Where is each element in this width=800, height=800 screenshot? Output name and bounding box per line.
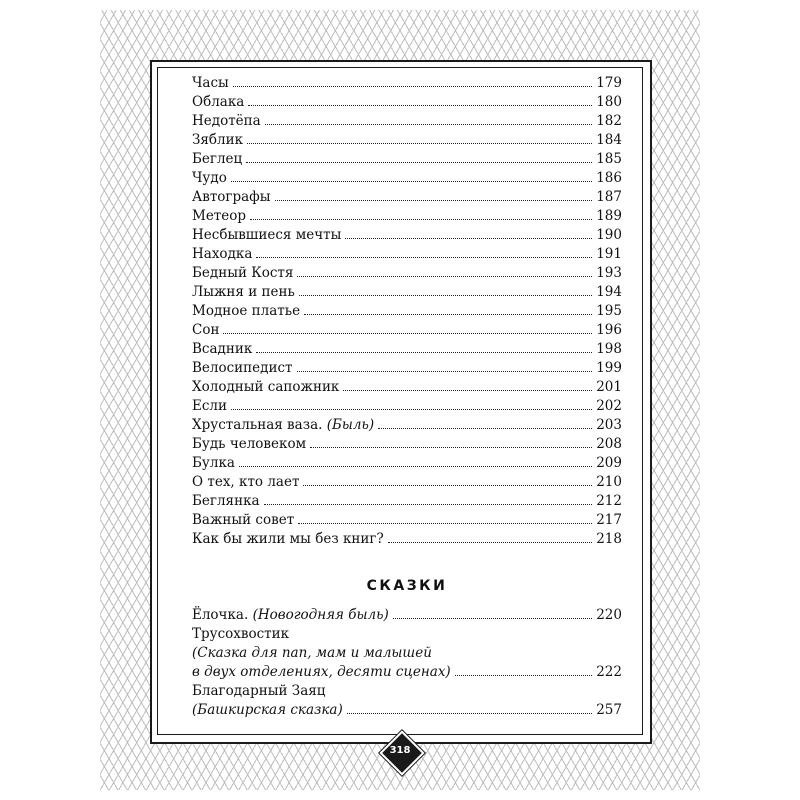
entry-page: 194 bbox=[596, 284, 622, 300]
toc-entry[interactable] bbox=[192, 188, 622, 207]
toc-entry[interactable] bbox=[192, 169, 622, 188]
toc-entry[interactable] bbox=[192, 435, 622, 454]
entry-title: Часы bbox=[192, 75, 229, 91]
entry-title: Беглец bbox=[192, 151, 243, 167]
dot-leader bbox=[310, 446, 592, 448]
entry-page: 198 bbox=[596, 341, 622, 357]
toc-entry[interactable] bbox=[192, 93, 622, 112]
dot-leader bbox=[297, 370, 593, 372]
entry-title: Облака bbox=[192, 94, 245, 110]
entry-page: 193 bbox=[596, 265, 622, 281]
entry-page: 257 bbox=[596, 702, 622, 718]
toc-entry[interactable] bbox=[192, 492, 622, 511]
dot-leader bbox=[393, 617, 592, 619]
entry-page: 203 bbox=[596, 417, 622, 433]
entry-title: Лыжня и пень bbox=[192, 284, 295, 300]
page-number: 318 bbox=[389, 745, 411, 756]
toc-entry[interactable] bbox=[192, 74, 622, 93]
entry-note: (Быль) bbox=[326, 417, 375, 433]
entry-page: 218 bbox=[596, 531, 622, 547]
toc-entry[interactable] bbox=[192, 473, 622, 492]
entry-title: Хрустальная ваза. bbox=[192, 417, 323, 433]
toc-entry[interactable] bbox=[192, 302, 622, 321]
entry-title-zayats[interactable]: Благодарный Заяц bbox=[192, 683, 326, 699]
dot-leader bbox=[231, 408, 592, 410]
toc-entry[interactable] bbox=[192, 283, 622, 302]
entry-note-line-2: в двух отделениях, десяти сценах) bbox=[192, 664, 451, 680]
dot-leader bbox=[347, 712, 592, 714]
dot-leader bbox=[299, 294, 592, 296]
toc-entry-zayats[interactable] bbox=[192, 701, 622, 720]
entry-page: 185 bbox=[596, 151, 622, 167]
dot-leader bbox=[265, 123, 593, 125]
entry-title: Как бы жили мы без книг? bbox=[192, 531, 384, 547]
dot-leader bbox=[264, 503, 593, 505]
toc-entry[interactable] bbox=[192, 416, 622, 435]
entry-title: О тех, кто лает bbox=[192, 474, 300, 490]
entry-title: Находка bbox=[192, 246, 253, 262]
entry-page: 209 bbox=[596, 455, 622, 471]
entry-page: 184 bbox=[596, 132, 622, 148]
dot-leader bbox=[297, 275, 592, 277]
dot-leader bbox=[298, 522, 592, 524]
entry-page: 196 bbox=[596, 322, 622, 338]
entry-title: Чудо bbox=[192, 170, 227, 186]
dot-leader bbox=[275, 199, 593, 201]
entry-page: 195 bbox=[596, 303, 622, 319]
dot-leader bbox=[247, 142, 592, 144]
toc-entry[interactable] bbox=[192, 207, 622, 226]
entry-title: Будь человеком bbox=[192, 436, 307, 452]
dot-leader bbox=[248, 104, 592, 106]
entry-title: Автографы bbox=[192, 189, 271, 205]
section-heading: СКАЗКИ bbox=[366, 578, 448, 594]
toc-entry[interactable] bbox=[192, 397, 622, 416]
entry-title: Важный совет bbox=[192, 512, 295, 528]
entry-title: Булка bbox=[192, 455, 235, 471]
entry-title: Бедный Костя bbox=[192, 265, 294, 281]
entry-page: 187 bbox=[596, 189, 622, 205]
dot-leader bbox=[343, 389, 592, 391]
toc-entry[interactable] bbox=[192, 245, 622, 264]
toc-entry[interactable] bbox=[192, 530, 622, 549]
entry-title: Ёлочка. bbox=[192, 607, 249, 623]
entry-page: 210 bbox=[596, 474, 622, 490]
dot-leader bbox=[304, 313, 592, 315]
entry-page: 212 bbox=[596, 493, 622, 509]
entry-note-line-1: (Сказка для пап, мам и малышей bbox=[192, 645, 432, 661]
dot-leader bbox=[256, 256, 592, 258]
entry-page: 222 bbox=[596, 664, 622, 680]
dot-leader bbox=[233, 85, 592, 87]
toc-entry[interactable] bbox=[192, 340, 622, 359]
entry-title: Несбывшиеся мечты bbox=[192, 227, 342, 243]
dot-leader bbox=[256, 351, 592, 353]
dot-leader bbox=[239, 465, 592, 467]
dot-leader bbox=[345, 237, 592, 239]
toc-entry-trusokhvostik[interactable] bbox=[192, 663, 622, 682]
entry-title: Всадник bbox=[192, 341, 253, 357]
entry-title: Беглянка bbox=[192, 493, 260, 509]
dot-leader bbox=[303, 484, 592, 486]
dot-leader bbox=[388, 541, 592, 543]
dot-leader bbox=[455, 674, 593, 676]
entry-page: 191 bbox=[596, 246, 622, 262]
entry-page: 220 bbox=[596, 607, 622, 623]
entry-page: 189 bbox=[596, 208, 622, 224]
entry-page: 190 bbox=[596, 227, 622, 243]
toc-entry[interactable] bbox=[192, 511, 622, 530]
table-of-contents bbox=[192, 74, 622, 720]
entry-title: Холодный сапожник bbox=[192, 379, 340, 395]
toc-entry[interactable] bbox=[192, 112, 622, 131]
toc-entry[interactable] bbox=[192, 378, 622, 397]
entry-page: 201 bbox=[596, 379, 622, 395]
entry-title: Велосипедист bbox=[192, 360, 293, 376]
dot-leader bbox=[231, 180, 592, 182]
toc-entry[interactable] bbox=[192, 226, 622, 245]
dot-leader bbox=[250, 218, 592, 220]
entry-page: 202 bbox=[596, 398, 622, 414]
toc-entry[interactable] bbox=[192, 359, 622, 378]
toc-entry-elochka[interactable] bbox=[192, 606, 622, 625]
entry-title: Если bbox=[192, 398, 227, 414]
toc-entry[interactable] bbox=[192, 264, 622, 283]
dot-leader bbox=[223, 332, 592, 334]
dot-leader bbox=[246, 161, 592, 163]
entry-page: 182 bbox=[596, 113, 622, 129]
toc-entry[interactable] bbox=[192, 150, 622, 169]
entry-title: Сон bbox=[192, 322, 220, 338]
entry-page: 208 bbox=[596, 436, 622, 452]
entry-title-trusokhvostik[interactable]: Трусохвостик bbox=[192, 626, 290, 642]
entry-page: 179 bbox=[596, 75, 622, 91]
dot-leader bbox=[378, 427, 592, 429]
entry-title: Зяблик bbox=[192, 132, 244, 148]
entry-title: Метеор bbox=[192, 208, 247, 224]
toc-entry[interactable] bbox=[192, 321, 622, 340]
entry-page: 180 bbox=[596, 94, 622, 110]
entry-title: Недотёпа bbox=[192, 113, 261, 129]
entry-title: Модное платье bbox=[192, 303, 301, 319]
toc-entry[interactable] bbox=[192, 131, 622, 150]
entry-note: (Башкирская сказка) bbox=[192, 702, 343, 718]
entry-page: 199 bbox=[596, 360, 622, 376]
toc-entry[interactable] bbox=[192, 454, 622, 473]
entry-note: (Новогодняя быль) bbox=[252, 607, 389, 623]
toc-entries bbox=[192, 74, 622, 549]
entry-page: 217 bbox=[596, 512, 622, 528]
entry-page: 186 bbox=[596, 170, 622, 186]
